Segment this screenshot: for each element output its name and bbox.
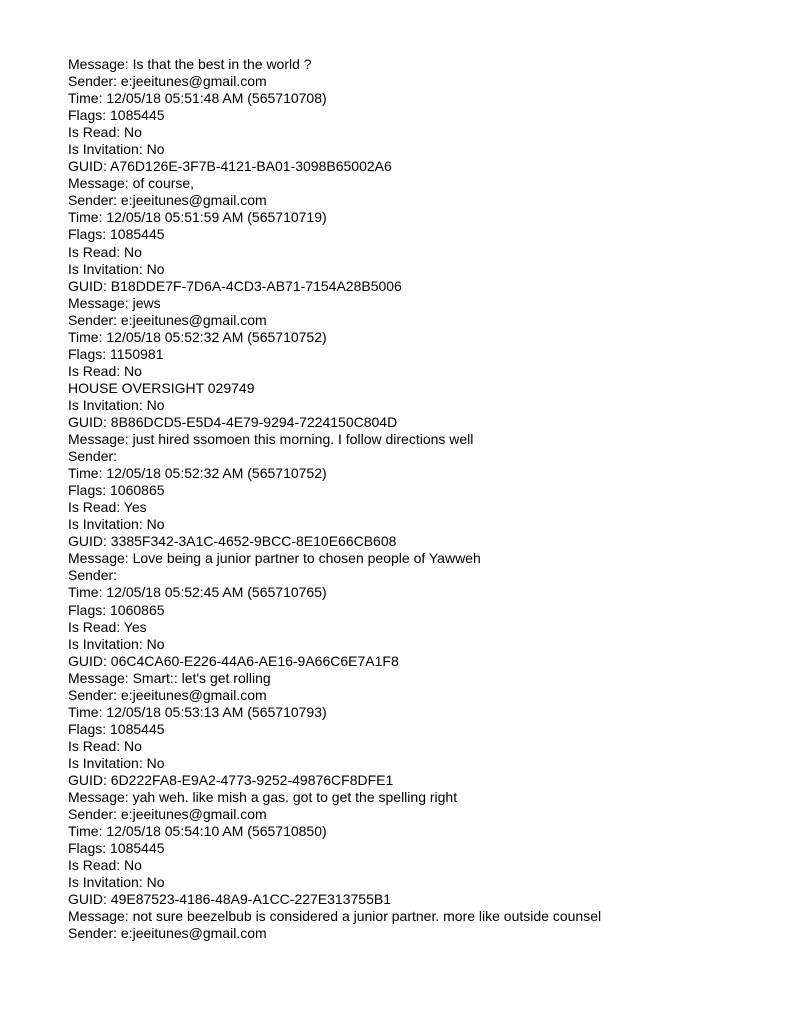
document-line: Sender: e:jeeitunes@gmail.com <box>68 311 267 328</box>
document-line: Flags: 1060865 <box>68 601 165 618</box>
document-line: Is Read: No <box>68 737 142 754</box>
document-line: GUID: 49E87523-4186-48A9-A1CC-227E313755B1 <box>68 891 391 908</box>
document-line: Message: Smart:: let's get rolling <box>68 669 271 686</box>
document-line: Sender: <box>68 448 118 465</box>
document-line: Message: Love being a junior partner to chosen people of Yawweh <box>68 550 481 567</box>
document-line: GUID: B18DDE7F-7D6A-4CD3-AB71-7154A28B5006 <box>68 277 402 294</box>
document-line: Is Invitation: No <box>68 874 165 891</box>
document-line: Sender: e:jeeitunes@gmail.com <box>68 686 267 703</box>
document-line: Is Read: No <box>68 243 142 260</box>
document-line: Time: 12/05/18 05:52:32 AM (565710752) <box>68 465 327 482</box>
document-line: GUID: 8B86DCD5-E5D4-4E79-9294-7224150C804D <box>68 413 398 430</box>
document-line: Is Invitation: No <box>68 754 165 771</box>
document-line: Flags: 1085445 <box>68 226 165 243</box>
document-page <box>68 56 788 942</box>
document-line: Message: of course, <box>68 175 195 192</box>
document-line: Message: jews <box>68 294 161 311</box>
document-line: Is Invitation: No <box>68 516 165 533</box>
document-line: Is Invitation: No <box>68 141 165 158</box>
document-line: Sender: e:jeeitunes@gmail.com <box>68 925 267 942</box>
document-line: Flags: 1085445 <box>68 107 165 124</box>
document-line: GUID: 6D222FA8-E9A2-4773-9252-49876CF8DFE1 <box>68 771 394 788</box>
document-line: Is Invitation: No <box>68 396 165 413</box>
document-line: Message: not sure beezelbub is considered a junior partner. more like outside counsel <box>68 908 602 925</box>
document-line: Sender: e:jeeitunes@gmail.com <box>68 806 267 823</box>
document-line: Time: 12/05/18 05:54:10 AM (565710850) <box>68 823 327 840</box>
document-line: GUID: A76D126E-3F7B-4121-BA01-3098B65002A6 <box>68 158 392 175</box>
document-line: Time: 12/05/18 05:51:48 AM (565710708) <box>68 90 327 107</box>
document-line: Message: yah weh. like mish a gas. got to get the spelling right <box>68 789 458 806</box>
document-line: Time: 12/05/18 05:52:45 AM (565710765) <box>68 584 327 601</box>
document-line: Is Invitation: No <box>68 260 165 277</box>
document-line: Is Read: No <box>68 857 142 874</box>
document-line: Sender: e:jeeitunes@gmail.com <box>68 73 267 90</box>
document-line: Message: just hired ssomoen this morning. I follow directions well <box>68 431 474 448</box>
document-line: Flags: 1085445 <box>68 720 165 737</box>
document-line: Time: 12/05/18 05:51:59 AM (565710719) <box>68 209 327 226</box>
document-line: Is Read: Yes <box>68 618 147 635</box>
document-line: Time: 12/05/18 05:53:13 AM (565710793) <box>68 703 327 720</box>
bates-stamp: HOUSE OVERSIGHT 029749 <box>68 379 255 396</box>
document-line: Is Read: Yes <box>68 499 147 516</box>
document-line: Is Invitation: No <box>68 635 165 652</box>
document-line: Is Read: No <box>68 124 142 141</box>
document-line: Sender: <box>68 567 118 584</box>
document-line: Flags: 1060865 <box>68 482 165 499</box>
document-line: GUID: 3385F342-3A1C-4652-9BCC-8E10E66CB608 <box>68 533 397 550</box>
document-line: Flags: 1085445 <box>68 840 165 857</box>
document-line: Message: Is that the best in the world ? <box>68 56 312 72</box>
document-line: Is Read: No <box>68 362 142 379</box>
document-line: Sender: e:jeeitunes@gmail.com <box>68 192 267 209</box>
document-line: Time: 12/05/18 05:52:32 AM (565710752) <box>68 328 327 345</box>
document-line: GUID: 06C4CA60-E226-44A6-AE16-9A66C6E7A1F8 <box>68 652 399 669</box>
document-line: Flags: 1150981 <box>68 345 164 362</box>
